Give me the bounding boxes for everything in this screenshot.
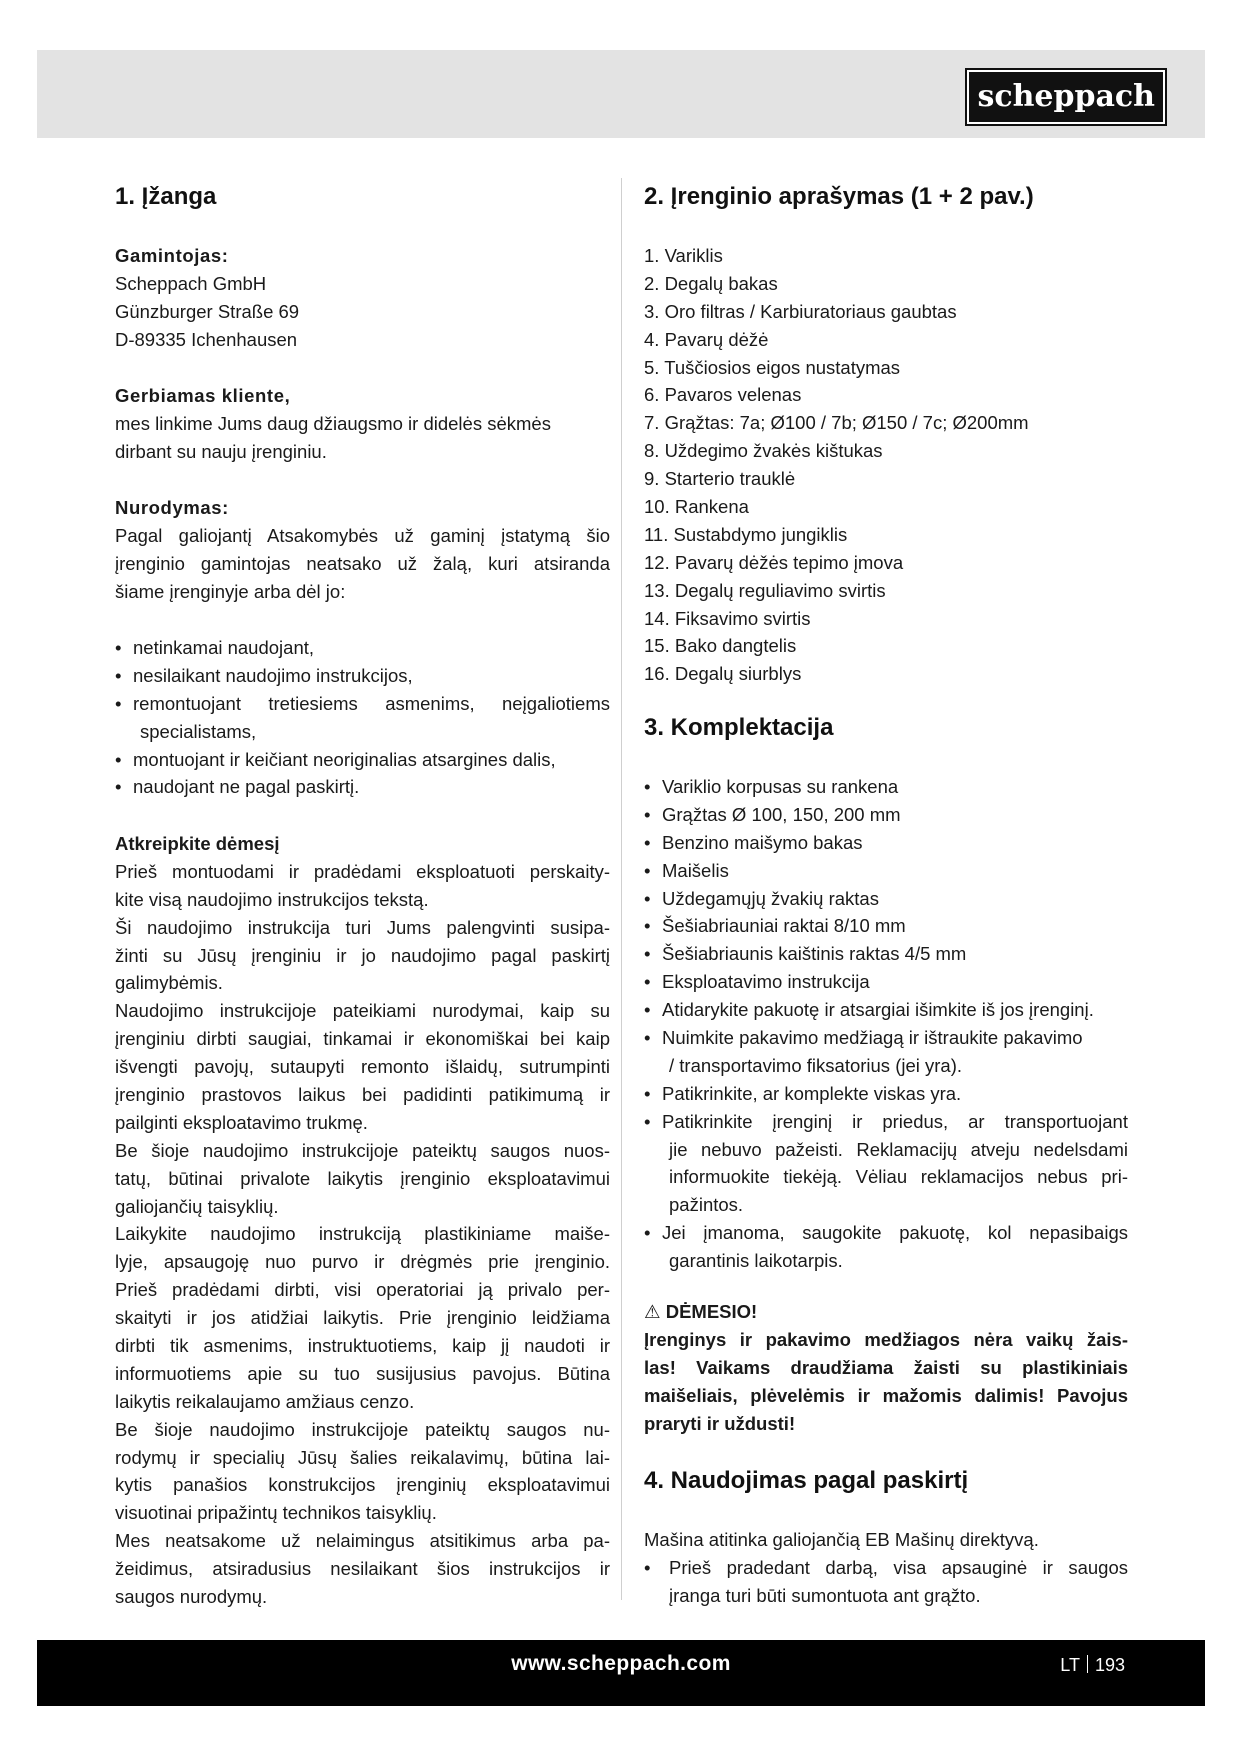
list-item: • Benzino maišymo bakas [644, 829, 1128, 857]
dear-customer-line: dirbant su nauju įrenginiu. [115, 440, 327, 462]
attention-line: skaityti ir jos atidžiai laikytis. Prie įrenginio leidžiama [115, 1307, 610, 1329]
page-number: 193 [1094, 1655, 1125, 1675]
list-item: • Atidarykite pakuotę ir atsargiai išimkite iš jos įrenginį. [644, 996, 1128, 1024]
list-item: 6. Pavaros velenas [644, 384, 802, 406]
footer-band [37, 1640, 1205, 1706]
attention-line: galiojančių taisyklių. [115, 1195, 279, 1217]
list-item: 5. Tuščiosios eigos nustatymas [644, 356, 901, 378]
attention-line: pailginti eksploatavimo trukmę. [115, 1111, 368, 1133]
intended-use-line: Mašina atitinka galiojančią EB Mašinų direktyvą. [644, 1529, 1039, 1550]
attention-line: kite visą naudojimo instrukcijos tekstą. [115, 888, 429, 910]
attention-line: Prieš pradėdami dirbti, visi operatoriai ją privalo per- [115, 1279, 610, 1301]
attention-line: galimybėmis. [115, 972, 223, 994]
language-code: LT [1060, 1655, 1080, 1675]
attention-label: Atkreipkite dėmesį [115, 833, 280, 854]
note-block [115, 494, 610, 606]
attention-line: įrenginio prastovos laikus bei padidinti patikimumą ir [115, 1084, 610, 1106]
list-item-continuation: informuokite tiekėją. Vėliau reklamacijos nebus pri- [669, 1166, 1128, 1188]
list-item: • nesilaikant naudojimo instrukcijos, [115, 662, 610, 690]
warning-triangle-icon: ⚠ [644, 1301, 661, 1322]
list-item-continuation: pažintos. [669, 1194, 744, 1216]
intended-use-block [644, 1526, 1128, 1610]
section-title-introduction: 1. Įžanga [115, 183, 217, 210]
warning-line: Įrenginys ir pakavimo medžiagos nėra vaikų žais- [644, 1328, 1128, 1350]
note-line: šiame įrenginyje arba dėl jo: [115, 580, 346, 602]
list-item: 8. Uždegimo žvakės kištukas [644, 440, 883, 462]
list-item-continuation: įranga turi būti sumontuota ant grąžto. [669, 1584, 981, 1606]
dear-customer-label: Gerbiamas kliente, [115, 385, 291, 406]
note-label: Nurodymas: [115, 497, 229, 518]
list-item-continuation: jie nebuvo pažeisti. Reklamacijų atveju nedelsdami [669, 1138, 1128, 1160]
list-item: 11. Sustabdymo jungiklis [644, 523, 848, 545]
list-item: • netinkamai naudojant, [115, 634, 610, 662]
list-item: 9. Starterio trauklė [644, 468, 796, 490]
list-item-continuation: garantinis laikotarpis. [669, 1250, 843, 1272]
list-item: • Patikrinkite įrenginį ir priedus, ar transportuojant [644, 1108, 1128, 1136]
warning-line: maišeliais, plėvelėmis ir mažomis dalimis! Pavojus [644, 1384, 1128, 1406]
section-title-description: 2. Įrenginio aprašymas (1 + 2 pav.) [644, 183, 1034, 210]
attention-line: Ši naudojimo instrukcija turi Jums palengvinti susipa- [115, 916, 610, 938]
footer-website-link[interactable]: www.scheppach.com [511, 1652, 731, 1675]
attention-line: saugos nurodymų. [115, 1586, 268, 1608]
list-item: 16. Degalų siurblys [644, 663, 802, 685]
list-item: 10. Rankena [644, 496, 749, 518]
list-item: • Prieš pradedant darbą, visa apsauginė ir saugos [644, 1554, 1128, 1582]
attention-line: visuotinai pripažintų technikos taisyklių. [115, 1502, 437, 1524]
warning-line: las! Vaikams draudžiama žaisti su plastikiniais [644, 1356, 1128, 1378]
list-item: • Eksploatavimo instrukcija [644, 968, 1128, 996]
manufacturer-block [115, 242, 610, 354]
warning-heading [644, 1298, 1128, 1326]
warning-title: DĖMESIO! [665, 1301, 758, 1322]
list-item: • Uždegamųjų žvakių raktas [644, 885, 1128, 913]
attention-line: informuotiems apie su tuo susijusius pavojus. Būtina [115, 1362, 610, 1384]
list-item: • Šešiabriaunis kaištinis raktas 4/5 mm [644, 940, 1128, 968]
attention-line: Be šioje naudojimo instrukcijoje pateiktų saugos nu- [115, 1418, 610, 1440]
list-item: 3. Oro filtras / Karbiuratoriaus gaubtas [644, 300, 957, 322]
list-item: 15. Bako dangtelis [644, 635, 797, 657]
attention-block [115, 830, 610, 1611]
list-item-continuation: / transportavimo fiksatorius (jei yra). [669, 1054, 963, 1076]
list-item: 13. Degalų reguliavimo svirtis [644, 579, 886, 601]
list-item: 7. Grąžtas: 7a; Ø100 / 7b; Ø150 / 7c; Ø200mm [644, 412, 1029, 434]
manufacturer-line: Scheppach GmbH [115, 272, 267, 294]
attention-line: žeidimus, atsiradusius nesilaikant šios instrukcijos ir [115, 1558, 610, 1580]
list-item: 1. Variklis [644, 245, 723, 266]
list-item: • Grąžtas Ø 100, 150, 200 mm [644, 801, 1128, 829]
list-item-continuation: specialistams, [140, 720, 257, 742]
manufacturer-label: Gamintojas: [115, 245, 229, 266]
list-item: • naudojant ne pagal paskirtį. [115, 773, 610, 801]
liability-bullet-list [115, 634, 610, 801]
section-title-intended-use: 4. Naudojimas pagal paskirtį [644, 1467, 969, 1494]
attention-line: Be šioje naudojimo instrukcijoje pateiktų saugos nuos- [115, 1139, 610, 1161]
attention-line: Laikykite naudojimo instrukciją plastikiniame maiše- [115, 1223, 610, 1245]
attention-line: žinti su Jūsų įrenginiu ir jo naudojimo pagal paskirtį [115, 944, 610, 966]
section-title-scope-of-delivery: 3. Komplektacija [644, 714, 834, 741]
attention-line: kytis panašios konstrukcijos įrenginių eksploatavimui [115, 1474, 610, 1496]
note-line: Pagal galiojantį Atsakomybės už gaminį įstatymą šio [115, 524, 610, 546]
scope-of-delivery-list [644, 773, 1128, 1275]
attention-line: dirbti tik asmenims, instruktuotiems, kaip jį naudoti ir [115, 1335, 610, 1357]
list-item: 2. Degalų bakas [644, 272, 778, 294]
list-item: • Jei įmanoma, saugokite pakuotę, kol nepasibaigs [644, 1219, 1128, 1247]
attention-line: laikytis reikalaujamo amžiaus cenzo. [115, 1390, 415, 1412]
dear-customer-line: mes linkime Jums daug džiaugsmo ir didelės sėkmės [115, 412, 551, 434]
parts-list [644, 242, 1128, 688]
list-item: • montuojant ir keičiant neoriginalias atsargines dalis, [115, 746, 610, 774]
header-band [37, 50, 1205, 138]
scheppach-logo: scheppach [967, 70, 1165, 124]
list-item: 14. Fiksavimo svirtis [644, 607, 811, 629]
list-item: • Patikrinkite, ar komplekte viskas yra. [644, 1080, 1128, 1108]
attention-line: išvengti pavojų, sutaupyti remonto išlaidų, sutrumpinti [115, 1056, 610, 1078]
list-item: • Variklio korpusas su rankena [644, 773, 1128, 801]
list-item: 4. Pavarų dėžė [644, 328, 769, 350]
separator [1087, 1655, 1088, 1673]
attention-line: įrenginiu dirbti saugiai, tinkamai ir ekonomiškai bei kaip [115, 1028, 610, 1050]
warning-line: praryti ir uždusti! [644, 1412, 796, 1434]
warning-block [644, 1298, 1128, 1437]
page-indicator [1060, 1640, 1125, 1690]
manufacturer-line: Günzburger Straße 69 [115, 300, 300, 322]
list-item: 12. Pavarų dėžės tepimo įmova [644, 551, 904, 573]
list-item: • remontuojant tretiesiems asmenims, neįgaliotiems [115, 690, 610, 718]
attention-line: Prieš montuodami ir pradėdami eksploatuoti perskaity- [115, 860, 610, 882]
attention-line: rodymų ir specialių Jūsų šalies reikalavimų, būtina lai- [115, 1446, 610, 1468]
attention-line: Naudojimo instrukcijoje pateikiami nurodymai, kaip su [115, 1000, 610, 1022]
list-item: • Maišelis [644, 857, 1128, 885]
list-item: • Nuimkite pakavimo medžiagą ir ištraukite pakavimo [644, 1024, 1128, 1052]
attention-line: Mes neatsakome už nelaimingus atsitikimus arba pa- [115, 1530, 610, 1552]
list-item: • Šešiabriauniai raktai 8/10 mm [644, 912, 1128, 940]
attention-line: tatų, būtinai privalote laikytis įrenginio eksploatavimui [115, 1167, 610, 1189]
dear-customer-block [115, 382, 610, 466]
column-divider [621, 178, 622, 1600]
note-line: įrenginio gamintojas neatsako už žalą, kuri atsiranda [115, 552, 610, 574]
manufacturer-line: D-89335 Ichenhausen [115, 328, 298, 350]
attention-line: lyje, apsaugoję nuo purvo ir drėgmės prie įrenginio. [115, 1251, 610, 1273]
